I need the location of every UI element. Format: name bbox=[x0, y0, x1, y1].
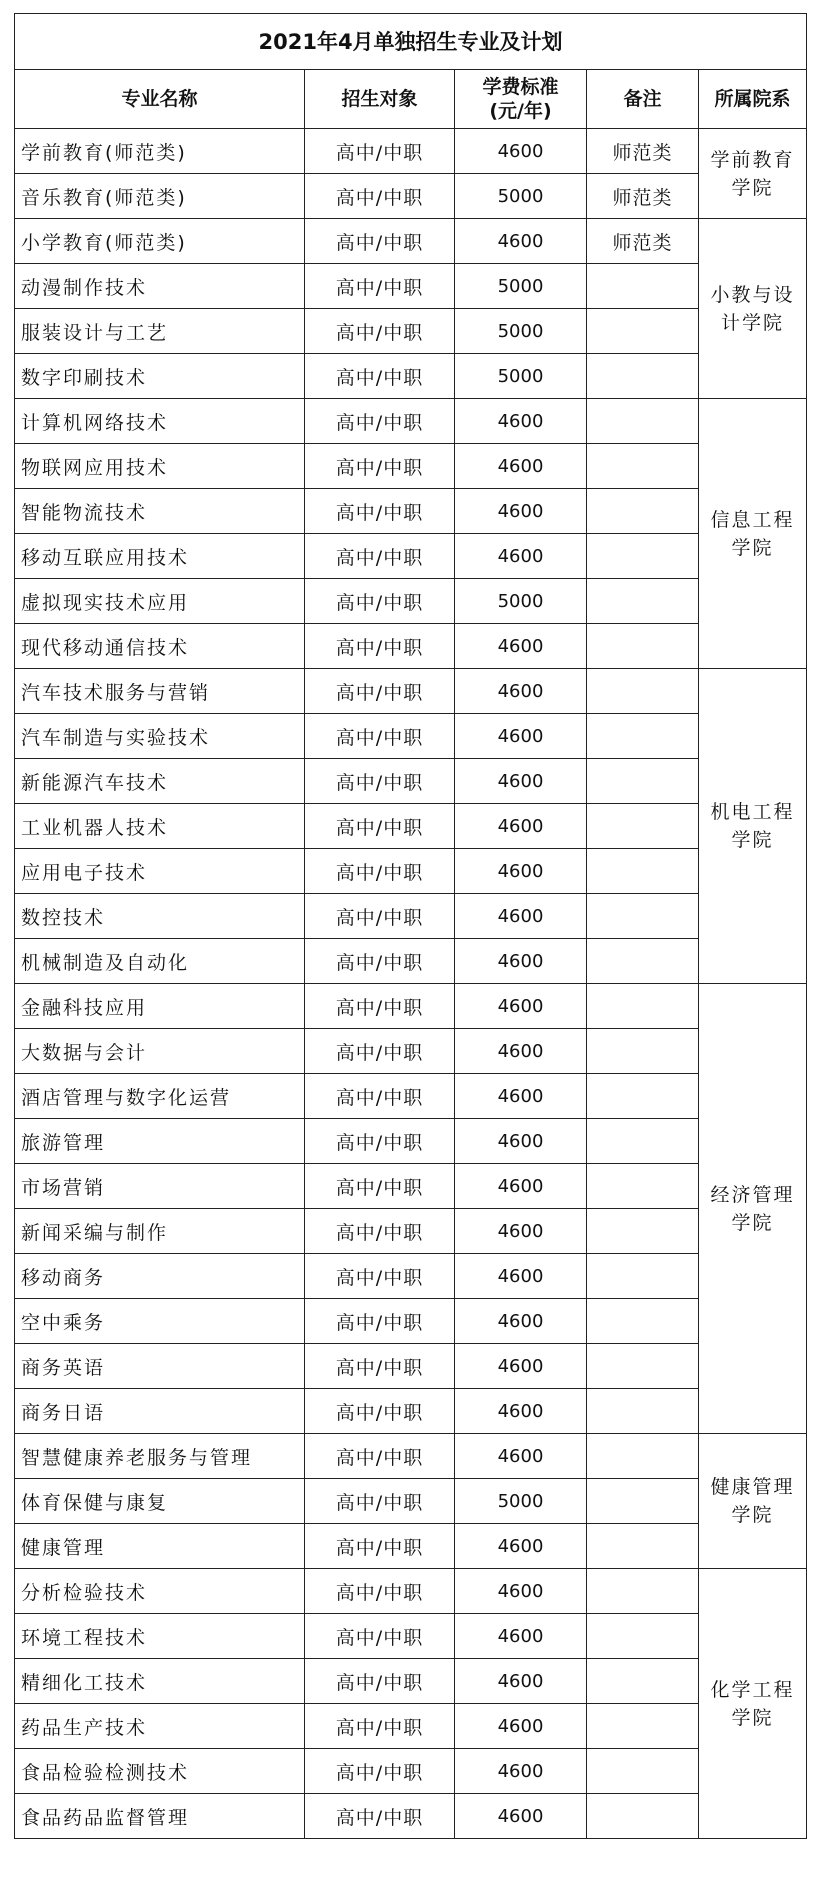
enrollment-target-cell: 高中/中职 bbox=[305, 1209, 455, 1254]
major-name-cell: 学前教育(师范类) bbox=[15, 129, 305, 174]
note-cell bbox=[587, 1344, 699, 1389]
major-name-cell: 药品生产技术 bbox=[15, 1704, 305, 1749]
major-name-cell: 精细化工技术 bbox=[15, 1659, 305, 1704]
table-row bbox=[15, 849, 807, 894]
table-row bbox=[15, 1389, 807, 1434]
tuition-fee-cell: 4600 bbox=[455, 1074, 587, 1119]
note-cell bbox=[587, 669, 699, 714]
tuition-fee-cell: 4600 bbox=[455, 1344, 587, 1389]
note-cell bbox=[587, 1164, 699, 1209]
major-name-cell: 移动互联应用技术 bbox=[15, 534, 305, 579]
department-name-line2: 计学院 bbox=[721, 311, 785, 334]
header-enrollment-target: 招生对象 bbox=[305, 70, 455, 129]
major-name-cell: 工业机器人技术 bbox=[15, 804, 305, 849]
table-row bbox=[15, 1794, 807, 1839]
table-row bbox=[15, 1254, 807, 1299]
enrollment-target-cell: 高中/中职 bbox=[305, 1119, 455, 1164]
note-cell bbox=[587, 759, 699, 804]
tuition-fee-cell: 4600 bbox=[455, 129, 587, 174]
tuition-fee-cell: 4600 bbox=[455, 624, 587, 669]
table-row bbox=[15, 399, 807, 444]
header-department: 所属院系 bbox=[699, 70, 807, 129]
department-name-line2: 学院 bbox=[731, 1211, 774, 1234]
tuition-fee-cell: 5000 bbox=[455, 579, 587, 624]
note-cell bbox=[587, 1389, 699, 1434]
department-name-line2: 学院 bbox=[731, 1706, 774, 1729]
enrollment-target-cell: 高中/中职 bbox=[305, 624, 455, 669]
department-name-line2: 学院 bbox=[731, 829, 774, 851]
table-row bbox=[15, 534, 807, 579]
enrollment-target-cell: 高中/中职 bbox=[305, 579, 455, 624]
header-note: 备注 bbox=[587, 70, 699, 129]
department-name-line1: 化学工程 bbox=[710, 1678, 795, 1701]
tuition-fee-cell: 4600 bbox=[455, 759, 587, 804]
table-row bbox=[15, 129, 807, 174]
tuition-fee-cell: 4600 bbox=[455, 534, 587, 579]
enrollment-plan-document bbox=[14, 13, 806, 1839]
table-row bbox=[15, 489, 807, 534]
major-name-cell: 食品检验检测技术 bbox=[15, 1749, 305, 1794]
major-name-cell: 食品药品监督管理 bbox=[15, 1794, 305, 1839]
note-cell bbox=[587, 984, 699, 1029]
note-cell: 师范类 bbox=[587, 129, 699, 174]
table-row bbox=[15, 1119, 807, 1164]
enrollment-target-cell: 高中/中职 bbox=[305, 1569, 455, 1614]
note-cell bbox=[587, 939, 699, 984]
table-row bbox=[15, 984, 807, 1029]
major-name-cell: 空中乘务 bbox=[15, 1299, 305, 1344]
note-cell bbox=[587, 1659, 699, 1704]
table-title: 2021年4月单独招生专业及计划 bbox=[15, 14, 807, 70]
note-cell bbox=[587, 804, 699, 849]
major-name-cell: 商务日语 bbox=[15, 1389, 305, 1434]
note-cell bbox=[587, 534, 699, 579]
note-cell bbox=[587, 1569, 699, 1614]
department-name-line1: 信息工程 bbox=[710, 508, 795, 531]
tuition-fee-cell: 5000 bbox=[455, 174, 587, 219]
enrollment-target-cell: 高中/中职 bbox=[305, 219, 455, 264]
department-cell bbox=[699, 984, 807, 1434]
tuition-fee-cell: 4600 bbox=[455, 1524, 587, 1569]
enrollment-target-cell: 高中/中职 bbox=[305, 1344, 455, 1389]
tuition-fee-cell: 4600 bbox=[455, 219, 587, 264]
enrollment-target-cell: 高中/中职 bbox=[305, 1794, 455, 1839]
table-row bbox=[15, 1704, 807, 1749]
tuition-fee-cell: 4600 bbox=[455, 714, 587, 759]
table-row bbox=[15, 1209, 807, 1254]
tuition-fee-cell: 4600 bbox=[455, 1614, 587, 1659]
major-name-cell: 服装设计与工艺 bbox=[15, 309, 305, 354]
enrollment-target-cell: 高中/中职 bbox=[305, 939, 455, 984]
major-name-cell: 大数据与会计 bbox=[15, 1029, 305, 1074]
major-name-cell: 汽车制造与实验技术 bbox=[15, 714, 305, 759]
note-cell bbox=[587, 1614, 699, 1659]
major-name-cell: 健康管理 bbox=[15, 1524, 305, 1569]
department-cell bbox=[699, 1569, 807, 1839]
enrollment-target-cell: 高中/中职 bbox=[305, 1479, 455, 1524]
tuition-fee-cell: 4600 bbox=[455, 669, 587, 714]
major-name-cell: 机械制造及自动化 bbox=[15, 939, 305, 984]
tuition-fee-cell: 4600 bbox=[455, 399, 587, 444]
note-cell bbox=[587, 1074, 699, 1119]
note-cell bbox=[587, 1479, 699, 1524]
tuition-fee-cell: 4600 bbox=[455, 1569, 587, 1614]
enrollment-target-cell: 高中/中职 bbox=[305, 1524, 455, 1569]
table-row bbox=[15, 1614, 807, 1659]
note-cell bbox=[587, 1299, 699, 1344]
tuition-fee-cell: 4600 bbox=[455, 1389, 587, 1434]
major-name-cell: 现代移动通信技术 bbox=[15, 624, 305, 669]
enrollment-target-cell: 高中/中职 bbox=[305, 1659, 455, 1704]
major-name-cell: 汽车技术服务与营销 bbox=[15, 669, 305, 714]
table-row bbox=[15, 1344, 807, 1389]
enrollment-target-cell: 高中/中职 bbox=[305, 534, 455, 579]
note-cell bbox=[587, 1209, 699, 1254]
tuition-fee-cell: 4600 bbox=[455, 984, 587, 1029]
tuition-fee-cell: 4600 bbox=[455, 894, 587, 939]
major-name-cell: 移动商务 bbox=[15, 1254, 305, 1299]
major-name-cell: 金融科技应用 bbox=[15, 984, 305, 1029]
enrollment-target-cell: 高中/中职 bbox=[305, 1029, 455, 1074]
tuition-fee-cell: 4600 bbox=[455, 1029, 587, 1074]
tuition-fee-cell: 4600 bbox=[455, 1254, 587, 1299]
major-name-cell: 新闻采编与制作 bbox=[15, 1209, 305, 1254]
major-name-cell: 音乐教育(师范类) bbox=[15, 174, 305, 219]
tuition-fee-cell: 4600 bbox=[455, 939, 587, 984]
enrollment-plan-table bbox=[14, 13, 807, 1839]
department-name-line1: 机电工程 bbox=[710, 801, 795, 823]
table-row bbox=[15, 1479, 807, 1524]
note-cell: 师范类 bbox=[587, 219, 699, 264]
enrollment-target-cell: 高中/中职 bbox=[305, 444, 455, 489]
enrollment-target-cell: 高中/中职 bbox=[305, 669, 455, 714]
enrollment-target-cell: 高中/中职 bbox=[305, 1704, 455, 1749]
table-row bbox=[15, 1524, 807, 1569]
major-name-cell: 智能物流技术 bbox=[15, 489, 305, 534]
table-row bbox=[15, 174, 807, 219]
major-name-cell: 计算机网络技术 bbox=[15, 399, 305, 444]
enrollment-target-cell: 高中/中职 bbox=[305, 1164, 455, 1209]
enrollment-target-cell: 高中/中职 bbox=[305, 849, 455, 894]
major-name-cell: 分析检验技术 bbox=[15, 1569, 305, 1614]
note-cell bbox=[587, 849, 699, 894]
tuition-fee-cell: 5000 bbox=[455, 309, 587, 354]
tuition-fee-cell: 4600 bbox=[455, 1704, 587, 1749]
note-cell bbox=[587, 399, 699, 444]
note-cell: 师范类 bbox=[587, 174, 699, 219]
enrollment-target-cell: 高中/中职 bbox=[305, 1749, 455, 1794]
note-cell bbox=[587, 1029, 699, 1074]
table-row bbox=[15, 579, 807, 624]
enrollment-target-cell: 高中/中职 bbox=[305, 1299, 455, 1344]
note-cell bbox=[587, 894, 699, 939]
tuition-fee-cell: 4600 bbox=[455, 1209, 587, 1254]
tuition-fee-cell: 4600 bbox=[455, 849, 587, 894]
tuition-fee-cell: 4600 bbox=[455, 804, 587, 849]
enrollment-target-cell: 高中/中职 bbox=[305, 399, 455, 444]
department-cell bbox=[699, 669, 807, 984]
major-name-cell: 小学教育(师范类) bbox=[15, 219, 305, 264]
table-row bbox=[15, 669, 807, 714]
department-name-line1: 健康管理 bbox=[710, 1476, 795, 1498]
header-major-name: 专业名称 bbox=[15, 70, 305, 129]
major-name-cell: 智慧健康养老服务与管理 bbox=[15, 1434, 305, 1479]
table-row bbox=[15, 1434, 807, 1479]
enrollment-target-cell: 高中/中职 bbox=[305, 759, 455, 804]
major-name-cell: 商务英语 bbox=[15, 1344, 305, 1389]
note-cell bbox=[587, 489, 699, 534]
table-row bbox=[15, 1569, 807, 1614]
enrollment-target-cell: 高中/中职 bbox=[305, 1389, 455, 1434]
tuition-fee-cell: 4600 bbox=[455, 1119, 587, 1164]
table-row bbox=[15, 354, 807, 399]
tuition-fee-cell: 5000 bbox=[455, 354, 587, 399]
major-name-cell: 酒店管理与数字化运营 bbox=[15, 1074, 305, 1119]
major-name-cell: 环境工程技术 bbox=[15, 1614, 305, 1659]
tuition-fee-cell: 4600 bbox=[455, 1299, 587, 1344]
note-cell bbox=[587, 264, 699, 309]
major-name-cell: 动漫制作技术 bbox=[15, 264, 305, 309]
table-row bbox=[15, 444, 807, 489]
enrollment-target-cell: 高中/中职 bbox=[305, 1074, 455, 1119]
department-name-line2: 学院 bbox=[731, 176, 774, 199]
table-row bbox=[15, 309, 807, 354]
department-name-line1: 学前教育 bbox=[710, 148, 795, 171]
table-row bbox=[15, 759, 807, 804]
tuition-fee-cell: 4600 bbox=[455, 1434, 587, 1479]
department-name-line1: 经济管理 bbox=[710, 1183, 795, 1206]
table-body bbox=[15, 129, 807, 1839]
department-cell bbox=[699, 1434, 807, 1569]
header-tuition-fee-line1: 学费标准 bbox=[482, 76, 559, 98]
major-name-cell: 物联网应用技术 bbox=[15, 444, 305, 489]
tuition-fee-cell: 4600 bbox=[455, 444, 587, 489]
major-name-cell: 新能源汽车技术 bbox=[15, 759, 305, 804]
major-name-cell: 旅游管理 bbox=[15, 1119, 305, 1164]
table-row bbox=[15, 1659, 807, 1704]
note-cell bbox=[587, 579, 699, 624]
enrollment-target-cell: 高中/中职 bbox=[305, 1254, 455, 1299]
note-cell bbox=[587, 1524, 699, 1569]
table-row bbox=[15, 804, 807, 849]
enrollment-target-cell: 高中/中职 bbox=[305, 714, 455, 759]
enrollment-target-cell: 高中/中职 bbox=[305, 489, 455, 534]
note-cell bbox=[587, 1119, 699, 1164]
enrollment-target-cell: 高中/中职 bbox=[305, 129, 455, 174]
department-name-line1: 小教与设 bbox=[710, 283, 795, 306]
note-cell bbox=[587, 1434, 699, 1479]
major-name-cell: 应用电子技术 bbox=[15, 849, 305, 894]
note-cell bbox=[587, 714, 699, 759]
enrollment-target-cell: 高中/中职 bbox=[305, 1614, 455, 1659]
table-row bbox=[15, 894, 807, 939]
tuition-fee-cell: 4600 bbox=[455, 1164, 587, 1209]
department-name-line2: 学院 bbox=[731, 536, 774, 559]
table-row bbox=[15, 1299, 807, 1344]
enrollment-target-cell: 高中/中职 bbox=[305, 984, 455, 1029]
table-row bbox=[15, 939, 807, 984]
table-row bbox=[15, 624, 807, 669]
enrollment-target-cell: 高中/中职 bbox=[305, 894, 455, 939]
note-cell bbox=[587, 1749, 699, 1794]
tuition-fee-cell: 4600 bbox=[455, 1749, 587, 1794]
enrollment-target-cell: 高中/中职 bbox=[305, 174, 455, 219]
department-cell bbox=[699, 399, 807, 669]
note-cell bbox=[587, 444, 699, 489]
header-tuition-fee bbox=[455, 70, 587, 129]
tuition-fee-cell: 4600 bbox=[455, 1659, 587, 1704]
major-name-cell: 数控技术 bbox=[15, 894, 305, 939]
enrollment-target-cell: 高中/中职 bbox=[305, 1434, 455, 1479]
major-name-cell: 数字印刷技术 bbox=[15, 354, 305, 399]
note-cell bbox=[587, 309, 699, 354]
title-row bbox=[15, 14, 807, 70]
department-cell bbox=[699, 219, 807, 399]
tuition-fee-cell: 4600 bbox=[455, 1794, 587, 1839]
department-cell bbox=[699, 129, 807, 219]
header-tuition-fee-line2: (元/年) bbox=[489, 100, 552, 122]
table-row bbox=[15, 714, 807, 759]
major-name-cell: 市场营销 bbox=[15, 1164, 305, 1209]
department-name-line2: 学院 bbox=[731, 1504, 774, 1526]
table-row bbox=[15, 1749, 807, 1794]
table-row bbox=[15, 264, 807, 309]
major-name-cell: 虚拟现实技术应用 bbox=[15, 579, 305, 624]
tuition-fee-cell: 4600 bbox=[455, 489, 587, 534]
note-cell bbox=[587, 354, 699, 399]
enrollment-target-cell: 高中/中职 bbox=[305, 804, 455, 849]
enrollment-target-cell: 高中/中职 bbox=[305, 354, 455, 399]
enrollment-target-cell: 高中/中职 bbox=[305, 309, 455, 354]
table-row bbox=[15, 1074, 807, 1119]
note-cell bbox=[587, 1704, 699, 1749]
table-row bbox=[15, 1029, 807, 1074]
header-row bbox=[15, 70, 807, 129]
enrollment-target-cell: 高中/中职 bbox=[305, 264, 455, 309]
major-name-cell: 体育保健与康复 bbox=[15, 1479, 305, 1524]
table-row bbox=[15, 1164, 807, 1209]
note-cell bbox=[587, 1794, 699, 1839]
tuition-fee-cell: 5000 bbox=[455, 1479, 587, 1524]
note-cell bbox=[587, 1254, 699, 1299]
table-row bbox=[15, 219, 807, 264]
note-cell bbox=[587, 624, 699, 669]
tuition-fee-cell: 5000 bbox=[455, 264, 587, 309]
